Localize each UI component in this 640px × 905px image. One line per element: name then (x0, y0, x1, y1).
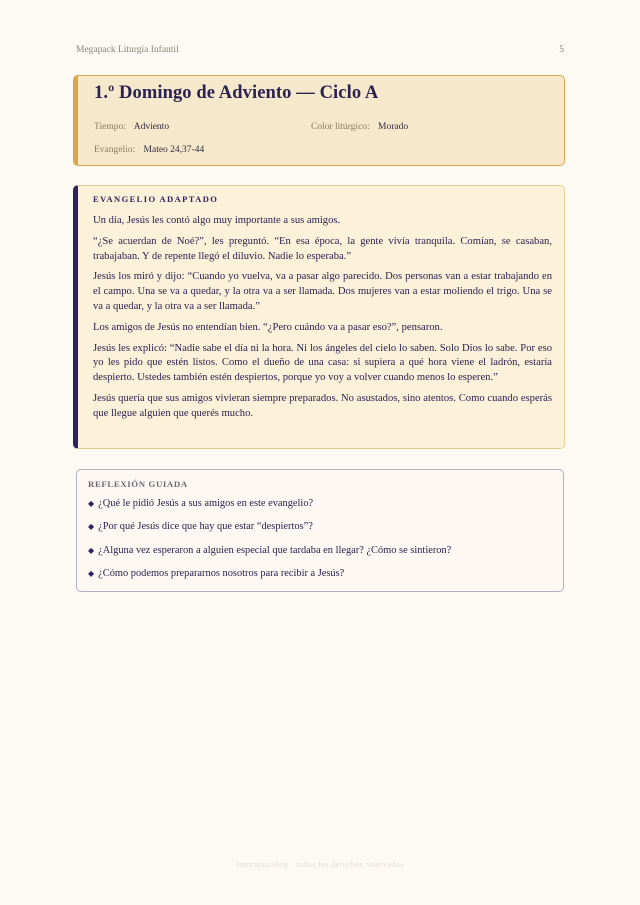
question-text: ¿Cómo podemos prepararnos nosotros para recibir a Jesús? (98, 567, 345, 579)
gospel-section-label: EVANGELIO ADAPTADO (93, 194, 219, 204)
question-text: ¿Alguna vez esperaron a alguien especial que tardaba en llegar? ¿Cómo se sintieron? (98, 544, 452, 556)
page-number: 5 (559, 45, 564, 55)
question-text: ¿Por qué Jesús dice que hay que estar “despiertos”? (98, 521, 313, 533)
footer-watermark: turecurso.shop · todos los derechos reservados (236, 860, 404, 869)
reflection-section-label: REFLEXIÓN GUIADA (88, 479, 188, 489)
color-row (311, 122, 408, 132)
gospel-paragraph: Un día, Jesús les contó algo muy importante a sus amigos. (93, 215, 341, 226)
gospel-paragraph: Jesús les explicó: “Nadie sabe el día ni la hora. Ni los ángeles del cielo lo saben. Solo Dios lo sabe. Por eso yo les pido que estén listos. Como el dueño de una casa: si supiera a qué hora viene el ladrón, estaría despierto. Ustedes también estén despiertos, porque yo voy a volver cuando menos lo esperen.” (93, 342, 552, 384)
reflection-question (88, 567, 552, 590)
tiempo-label: Tiempo: (94, 122, 126, 132)
reflection-question (88, 497, 552, 520)
diamond-bullet-icon: ◆ (88, 522, 95, 532)
gospel-paragraph: “¿Se acuerdan de Noé?”, les preguntó. “En esa época, la gente vivía tranquila. Comían, se casaban, trabajaban. Y de repente llegó el diluvio. Nadie lo esperaba.” (93, 235, 552, 262)
color-value: Morado (378, 122, 409, 132)
evangelio-label: Evangelio: (94, 145, 136, 155)
question-text: ¿Qué le pidió Jesús a sus amigos en este evangelio? (98, 498, 314, 509)
title-card (73, 75, 565, 166)
gospel-paragraph: Jesús los miró y dijo: “Cuando yo vuelva, va a pasar algo parecido. Dos personas van a estar trabajando en el campo. Una se va a quedar, y la otra va a ser llamada. Dos mujeres van a estar moliendo el trigo. Una se va a quedar, y la otra va a ser llamada.” (93, 271, 552, 313)
publication-title: Megapack Liturgia Infantil (76, 45, 179, 55)
reflection-card (76, 469, 564, 592)
color-label: Color litúrgico: (311, 122, 370, 132)
diamond-bullet-icon: ◆ (88, 545, 95, 555)
gospel-paragraph: Los amigos de Jesús no entendían bien. “¿Pero cuándo va a pasar eso?”, pensaron. (93, 321, 443, 333)
reflection-question (88, 544, 552, 567)
tiempo-row (94, 122, 169, 132)
gospel-card (73, 185, 565, 449)
diamond-bullet-icon: ◆ (88, 568, 95, 578)
evangelio-row (94, 145, 204, 155)
reflection-question (88, 520, 552, 543)
gospel-paragraph: Jesús quería que sus amigos vivieran siempre preparados. No asustados, sino atentos. Como cuando esperás que llegue alguien que querés mucho. (93, 393, 552, 419)
tiempo-value: Adviento (133, 122, 170, 132)
page-title: 1.º Domingo de Adviento — Ciclo A (94, 83, 379, 103)
evangelio-value: Mateo 24,37-44 (143, 145, 205, 155)
page-header (76, 45, 564, 55)
diamond-bullet-icon: ◆ (88, 499, 95, 508)
